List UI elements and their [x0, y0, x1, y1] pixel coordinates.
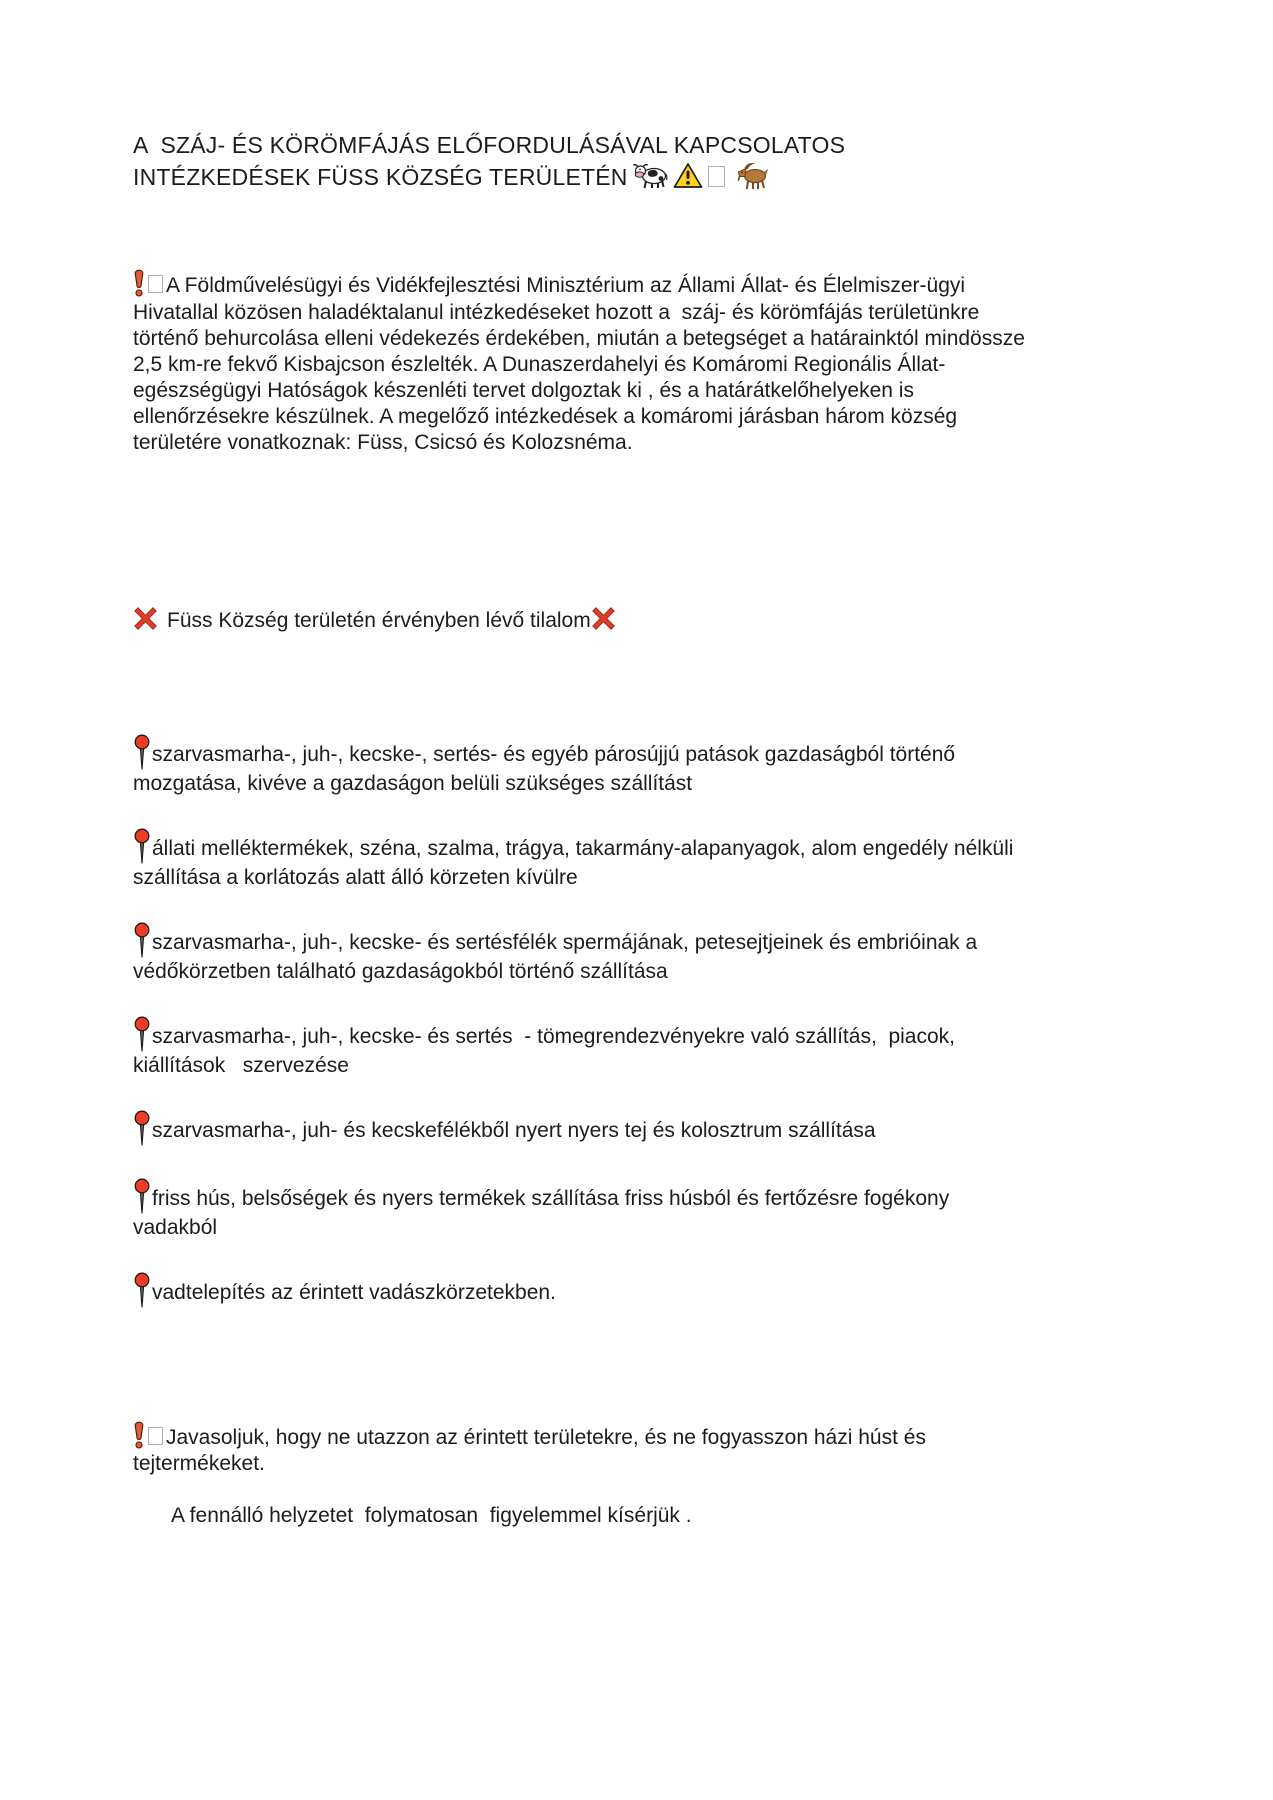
closing-paragraph	[133, 1503, 1031, 1529]
page-title	[133, 130, 913, 193]
pushpin-icon	[133, 828, 151, 865]
pushpin-icon	[133, 1272, 151, 1309]
ban-list	[133, 734, 1173, 1309]
pushpin-icon	[133, 734, 151, 771]
cow-icon	[632, 163, 669, 189]
ban-list-item	[133, 1178, 1025, 1241]
ban-heading-text: Füss Község területén érvényben lévő tilalom	[167, 608, 591, 632]
cross-mark-icon	[591, 606, 616, 631]
ban-list-item	[133, 1016, 1025, 1079]
ban-item-text: állati melléktermékek, széna, szalma, trágya, takarmány-alapanyagok, alom engedély nélküli szállítása a korlátozás alatt álló körzeten kívülre	[133, 837, 1020, 890]
ban-list-item	[133, 734, 1025, 797]
cross-mark-icon	[133, 606, 158, 631]
pushpin-icon	[133, 922, 151, 959]
pushpin-icon	[133, 1016, 151, 1053]
ban-item-text: vadtelepítés az érintett vadászkörzetekben.	[152, 1281, 556, 1305]
ban-item-text: szarvasmarha-, juh- és kecskefélékből nyert nyers tej és kolosztrum szállítása	[152, 1119, 876, 1143]
ban-heading	[133, 606, 1173, 634]
advice-text: Javasoljuk, hogy ne utazzon az érintett területekre, és ne fogyasszon házi húst és tejtermékeket.	[133, 1426, 932, 1476]
warning-icon	[673, 162, 703, 189]
ban-list-item	[133, 1110, 1025, 1147]
page-title-text: A SZÁJ- ÉS KÖRÖMFÁJÁS ELŐFORDULÁSÁVAL KAPCSOLATOS INTÉZKEDÉSEK FÜSS KÖZSÉG TERÜLETÉN	[133, 132, 852, 190]
intro-text: A Földművelésügyi és Vidékfejlesztési Minisztérium az Állami Állat- és Élelmiszer-ügyi Hivatallal közösen haladéktalanul intézkedéseket hozott a száj- és körömfájás területünkre történő behurcolása elleni védekezés érdekében, miután a betegséget a határainktól mindössze 2,5 km-re fekvő Kisbajcson észlelték. A Dunaszerdahelyi és Komáromi Regionális Állat-egészségügyi Hatóságok készenléti tervet dolgoztak ki , és a határátkelőhelyeken is ellenőrzésekre készülnek. A megelőző intézkedések a komáromi járásban három község területére vonatkoznak: Füss, Csicsó és Kolozsnéma.	[133, 274, 1031, 454]
pushpin-icon	[133, 1178, 151, 1215]
exclamation-icon	[133, 1421, 145, 1449]
advice-paragraph	[133, 1421, 1025, 1477]
intro-paragraph	[133, 269, 1031, 455]
ban-list-item	[133, 922, 1025, 985]
missing-glyph-icon	[148, 1427, 163, 1445]
closing-text: A fennálló helyzetet folymatosan figyelemmel kísérjük .	[171, 1504, 692, 1528]
missing-glyph-icon	[708, 166, 725, 187]
ban-item-text: szarvasmarha-, juh-, kecske-, sertés- és egyéb párosújjú patások gazdaságból történő mozgatása, kivéve a gazdaságon belüli szükséges szállítást	[133, 742, 961, 795]
exclamation-icon	[133, 269, 145, 297]
missing-glyph-icon	[148, 275, 163, 293]
ban-list-item	[133, 828, 1025, 891]
ban-item-text: szarvasmarha-, juh-, kecske- és sertés - tömegrendezvényekre való szállítás, piacok, kiállítások szervezése	[133, 1025, 961, 1078]
ban-item-text: friss hús, belsőségek és nyers termékek szállítása friss húsból és fertőzésre fogékony vadakból	[133, 1187, 956, 1240]
goat-icon	[734, 162, 769, 189]
ban-list-item	[133, 1272, 1025, 1309]
ban-item-text: szarvasmarha-, juh-, kecske- és sertésfélék spermájának, petesejtjeinek és embrióinak a védőkörzetben található gazdaságokból történő szállítása	[133, 931, 984, 984]
pushpin-icon	[133, 1110, 151, 1147]
title-icons	[628, 164, 769, 190]
